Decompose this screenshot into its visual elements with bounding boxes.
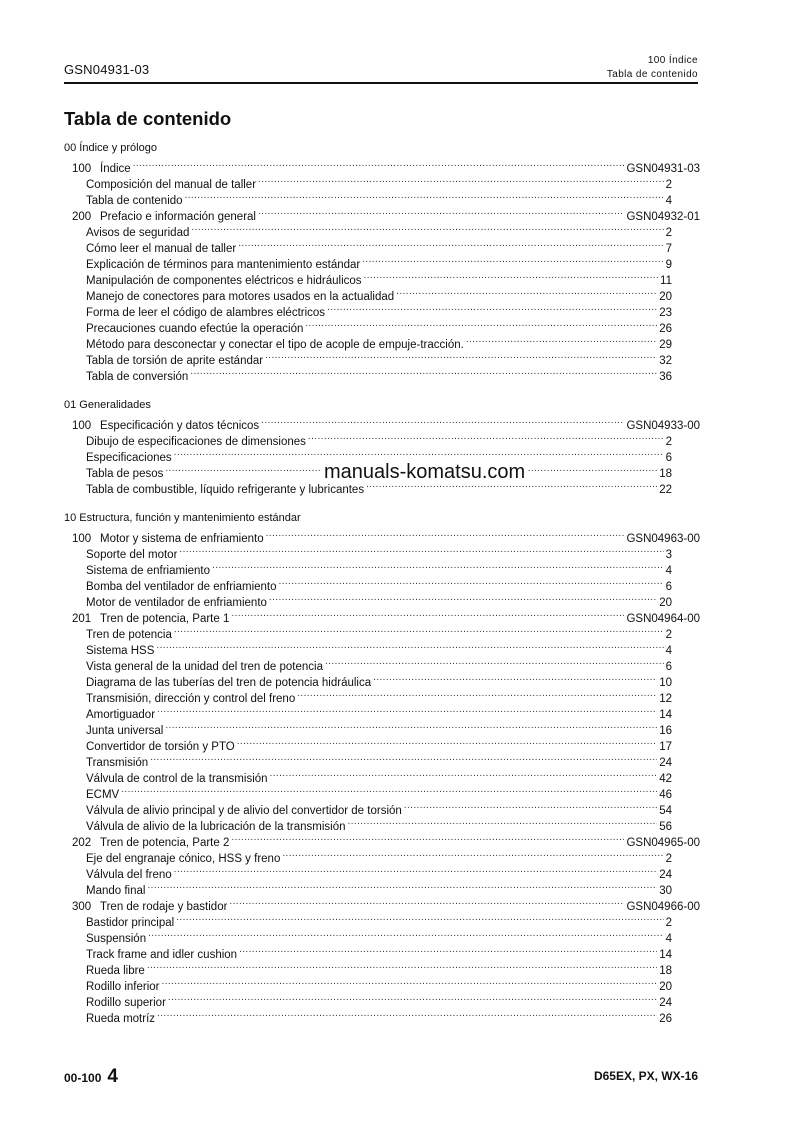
toc-entry-label: Tren de potencia, Parte 1	[100, 613, 230, 625]
toc-entry-label: Bomba del ventilador de enfriamiento	[86, 581, 277, 593]
toc-entry-label: Válvula de alivio de la lubricación de la transmisión	[86, 821, 346, 833]
dot-leader	[191, 220, 663, 236]
toc-page-number: 23	[659, 307, 672, 319]
toc-entry[interactable]	[64, 878, 700, 897]
dot-leader	[174, 622, 664, 638]
toc-entry-label: ECMV	[86, 789, 120, 801]
toc-chapter-entry[interactable]	[64, 413, 700, 432]
dot-leader	[305, 316, 657, 332]
toc-entry-label: Manipulación de componentes eléctricos e hidráulicos	[86, 275, 362, 287]
toc-section-heading: 00 Índice y prólogo	[64, 142, 157, 154]
toc-page-number: 24	[659, 997, 672, 1009]
dot-leader	[165, 718, 657, 734]
toc-entry-label: Suspensión	[86, 933, 147, 945]
toc-entry-label: Tren de rodaje y bastidor	[100, 901, 228, 913]
toc-chapter-entry[interactable]	[64, 526, 700, 545]
toc-entry[interactable]	[64, 1006, 700, 1025]
dot-leader	[147, 878, 657, 894]
toc-entry-label: Bastidor principal	[86, 917, 175, 929]
dot-leader	[121, 782, 657, 798]
toc-page-number: 26	[659, 1013, 672, 1025]
toc-page-number: 10	[659, 677, 672, 689]
toc-chapter-number: 202	[72, 837, 92, 849]
dot-leader	[239, 942, 657, 958]
dot-leader	[266, 526, 625, 542]
toc-entry-label: Rueda motríz	[86, 1013, 156, 1025]
dot-leader	[156, 638, 663, 654]
toc-entry[interactable]	[64, 750, 700, 769]
dot-leader	[174, 445, 664, 461]
toc-document-code: GSN04963-00	[626, 533, 700, 545]
toc-chapter-number: 201	[72, 613, 92, 625]
toc-entry-label: Tabla de contenido	[86, 195, 183, 207]
dot-leader	[229, 894, 624, 910]
dot-leader	[261, 413, 624, 429]
document-code: GSN04931-03	[64, 62, 150, 77]
table-of-contents	[64, 140, 700, 1025]
dot-leader	[231, 830, 624, 846]
toc-page-number: 4	[665, 645, 672, 657]
footer-section-code: 00-100	[64, 1071, 102, 1085]
running-header-subtitle: Tabla de contenido	[606, 69, 698, 80]
toc-entry-label: Cómo leer el manual de taller	[86, 243, 237, 255]
toc-page-number: 14	[659, 949, 672, 961]
toc-page-number: 20	[659, 597, 672, 609]
toc-page-number: 9	[665, 259, 672, 271]
toc-chapter-entry[interactable]	[64, 894, 700, 913]
toc-entry-label: Motor de ventilador de enfriamiento	[86, 597, 267, 609]
toc-page-number: 17	[659, 741, 672, 753]
toc-document-code: GSN04965-00	[626, 837, 700, 849]
toc-chapter-entry[interactable]	[64, 156, 700, 175]
toc-page-number: 22	[659, 484, 672, 496]
toc-entry-label: Junta universal	[86, 725, 164, 737]
dot-leader	[150, 750, 657, 766]
toc-entry[interactable]	[64, 172, 700, 191]
toc-document-code: GSN04931-03	[626, 163, 700, 175]
dot-leader	[348, 814, 658, 830]
dot-leader	[269, 590, 657, 606]
toc-page-number: 4	[665, 565, 672, 577]
toc-page-number: 24	[659, 757, 672, 769]
dot-leader	[176, 910, 663, 926]
toc-page-number: 6	[665, 661, 672, 673]
toc-page-number: 20	[659, 291, 672, 303]
toc-page-number: 42	[659, 773, 672, 785]
toc-page-number: 2	[665, 227, 672, 239]
toc-entry-label: Tren de potencia	[86, 629, 172, 641]
dot-leader	[297, 686, 657, 702]
toc-entry-label: Motor y sistema de enfriamiento	[100, 533, 264, 545]
dot-leader	[270, 766, 658, 782]
toc-page-number: 4	[665, 933, 672, 945]
toc-document-code: GSN04932-01	[626, 211, 700, 223]
toc-entry[interactable]	[64, 974, 700, 993]
toc-entry-label: Diagrama de las tuberías del tren de potencia hidráulica	[86, 677, 372, 689]
toc-entry-label: Tabla de combustible, líquido refrigerante y lubricantes	[86, 484, 365, 496]
toc-entry[interactable]	[64, 638, 700, 657]
toc-entry-label: Precauciones cuando efectúe la operación	[86, 323, 304, 335]
toc-page-number: 2	[665, 629, 672, 641]
toc-page-number: 54	[659, 805, 672, 817]
toc-page-number: 4	[665, 195, 672, 207]
dot-leader	[157, 1006, 657, 1022]
toc-page-number: 2	[665, 853, 672, 865]
running-header	[607, 54, 698, 82]
dot-leader	[168, 990, 657, 1006]
toc-entry-label: Rodillo superior	[86, 997, 166, 1009]
dot-leader	[231, 606, 624, 622]
running-header-section: 100 Índice	[647, 55, 698, 66]
toc-entry-label: Tren de potencia, Parte 2	[100, 837, 230, 849]
dot-leader	[174, 862, 658, 878]
toc-page-number: 56	[659, 821, 672, 833]
toc-document-code: GSN04966-00	[626, 901, 700, 913]
toc-chapter-number: 100	[72, 420, 92, 432]
toc-entry[interactable]	[64, 654, 700, 673]
toc-entry-label: Manejo de conectores para motores usados en la actualidad	[86, 291, 395, 303]
page-title: Tabla de contenido	[64, 108, 232, 129]
toc-entry-label: Válvula de alivio principal y de alivio del convertidor de torsión	[86, 805, 402, 817]
dot-leader	[325, 654, 664, 670]
header-rule	[64, 82, 698, 84]
dot-leader	[396, 284, 657, 300]
toc-document-code: GSN04964-00	[626, 613, 700, 625]
toc-section-heading: 10 Estructura, función y mantenimiento estándar	[64, 512, 301, 524]
toc-page-number: 2	[665, 917, 672, 929]
toc-document-code: GSN04933-00	[626, 420, 700, 432]
dot-leader	[147, 958, 657, 974]
dot-leader	[179, 542, 663, 558]
dot-leader	[258, 172, 664, 188]
toc-entry-label: Válvula de control de la transmisión	[86, 773, 268, 785]
toc-entry-label: Sistema HSS	[86, 645, 155, 657]
toc-entry-label: Método para desconectar y conectar el tipo de acople de empuje-tracción.	[86, 339, 464, 351]
dot-leader	[162, 974, 658, 990]
toc-entry[interactable]	[64, 942, 700, 961]
toc-page-number: 26	[659, 323, 672, 335]
toc-entry-label: Explicación de términos para mantenimiento estándar	[86, 259, 361, 271]
toc-page-number: 2	[665, 436, 672, 448]
toc-page-number: 6	[665, 452, 672, 464]
dot-leader	[190, 364, 657, 380]
toc-entry-label: Forma de leer el código de alambres eléctricos	[86, 307, 326, 319]
dot-leader	[404, 798, 657, 814]
toc-entry-label: Rueda libre	[86, 965, 145, 977]
toc-chapter-number: 300	[72, 901, 92, 913]
toc-entry-label: Rodillo inferior	[86, 981, 160, 993]
toc-entry-label: Eje del engranaje cónico, HSS y freno	[86, 853, 281, 865]
dot-leader	[265, 348, 657, 364]
toc-entry[interactable]	[64, 798, 700, 817]
toc-entry[interactable]	[64, 926, 700, 945]
toc-page-number: 2	[665, 179, 672, 191]
toc-chapter-number: 100	[72, 533, 92, 545]
toc-entry-label: Prefacio e información general	[100, 211, 256, 223]
toc-page-number: 32	[659, 355, 672, 367]
dot-leader	[308, 429, 664, 445]
toc-page-number: 24	[659, 869, 672, 881]
dot-leader	[466, 332, 657, 348]
dot-leader	[373, 670, 657, 686]
toc-page-number: 6	[665, 581, 672, 593]
toc-page-number: 12	[659, 693, 672, 705]
dot-leader	[185, 188, 664, 204]
toc-page-number: 18	[659, 965, 672, 977]
dot-leader	[364, 268, 659, 284]
toc-entry-label: Tabla de pesos	[86, 468, 164, 480]
dot-leader	[237, 734, 657, 750]
toc-entry-label: Avisos de seguridad	[86, 227, 190, 239]
watermark-text: manuals-komatsu.com	[324, 461, 526, 483]
toc-entry[interactable]	[64, 718, 700, 737]
toc-entry-label: Track frame and idler cushion	[86, 949, 238, 961]
toc-page-number: 29	[659, 339, 672, 351]
toc-page-number: 30	[659, 885, 672, 897]
toc-entry-label: Vista general de la unidad del tren de potencia	[86, 661, 323, 673]
toc-page-number: 11	[660, 275, 672, 287]
toc-section-heading: 01 Generalidades	[64, 399, 151, 411]
dot-leader	[258, 204, 624, 220]
toc-entry[interactable]	[64, 702, 700, 721]
toc-page-number: 14	[659, 709, 672, 721]
dot-leader	[282, 846, 663, 862]
toc-entry-label: Tabla de conversión	[86, 371, 189, 383]
toc-entry-label: Especificación y datos técnicos	[100, 420, 260, 432]
toc-entry[interactable]	[64, 782, 700, 801]
toc-entry-label: Amortiguador	[86, 709, 156, 721]
toc-chapter-number: 200	[72, 211, 92, 223]
toc-page-number: 18	[659, 468, 672, 480]
dot-leader	[238, 236, 663, 252]
toc-entry-label: Especificaciones	[86, 452, 172, 464]
dot-leader	[157, 702, 657, 718]
toc-entry-label: Tabla de torsión de aprite estándar	[86, 355, 264, 367]
toc-page-number: 46	[659, 789, 672, 801]
toc-entry-label: Sistema de enfriamiento	[86, 565, 211, 577]
toc-entry-label: Transmisión, dirección y control del freno	[86, 693, 296, 705]
toc-entry-label: Composición del manual de taller	[86, 179, 257, 191]
toc-entry-label: Transmisión	[86, 757, 149, 769]
dot-leader	[212, 558, 664, 574]
toc-entry-label: Convertidor de torsión y PTO	[86, 741, 235, 753]
toc-page-number: 36	[659, 371, 672, 383]
toc-entry-label: Válvula del freno	[86, 869, 172, 881]
footer-page-label	[64, 1066, 118, 1088]
footer-model: D65EX, PX, WX-16	[593, 1069, 698, 1083]
toc-page-number: 20	[659, 981, 672, 993]
toc-entry-label: Soporte del motor	[86, 549, 178, 561]
toc-entry[interactable]	[64, 766, 700, 785]
dot-leader	[327, 300, 657, 316]
toc-page-number: 7	[665, 243, 672, 255]
dot-leader	[279, 574, 664, 590]
toc-chapter-number: 100	[72, 163, 92, 175]
dot-leader	[133, 156, 625, 172]
toc-entry-label: Índice	[100, 163, 131, 175]
toc-page-number: 3	[665, 549, 672, 561]
footer-page-number: 4	[107, 1066, 118, 1087]
dot-leader	[148, 926, 663, 942]
dot-leader	[362, 252, 663, 268]
toc-entry[interactable]	[64, 958, 700, 977]
toc-page-number: 16	[659, 725, 672, 737]
toc-entry-label: Dibujo de especificaciones de dimensiones	[86, 436, 306, 448]
toc-entry-label: Mando final	[86, 885, 146, 897]
